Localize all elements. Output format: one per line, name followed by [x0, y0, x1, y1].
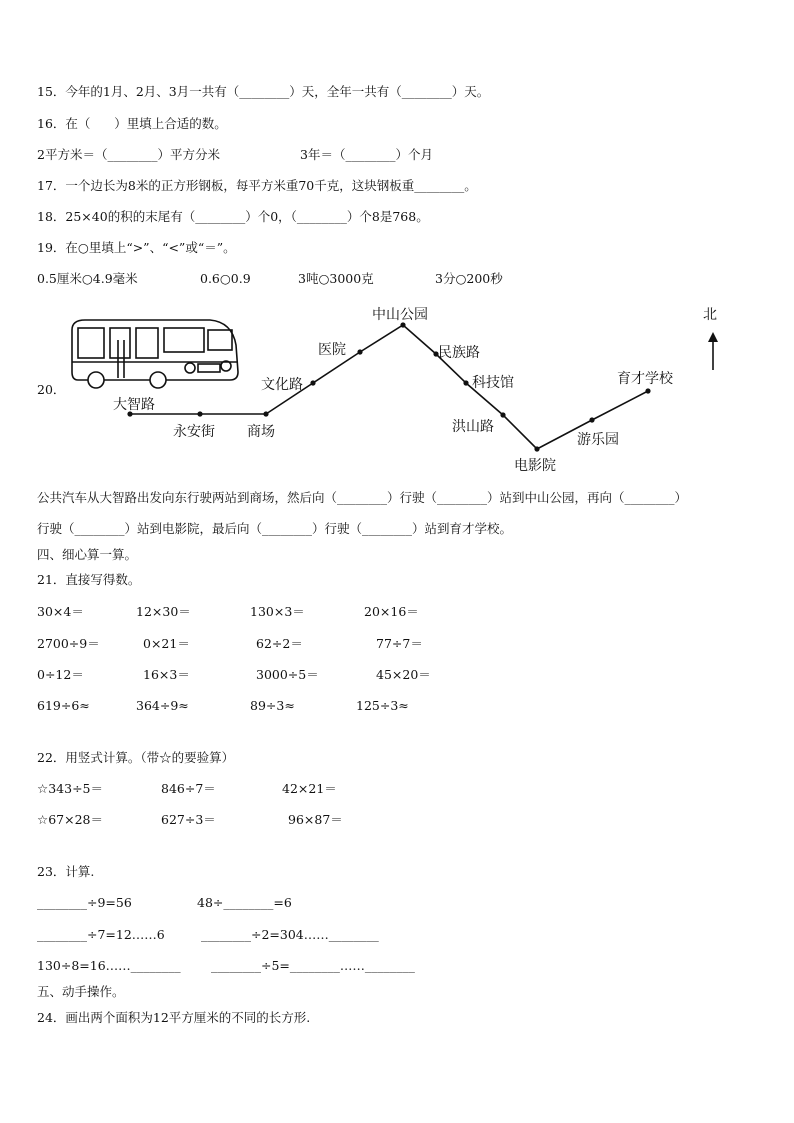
place-label: 民族路	[438, 345, 480, 361]
question-20-text-line-1: 公共汽车从大智路出发向东行驶两站到商场，然后向（________）行驶（________）站到中山公园，再向（________）	[37, 490, 688, 505]
calc-item: 42×21＝	[282, 781, 337, 796]
calc-item: 0÷12＝	[37, 667, 84, 682]
fill-item: ________÷2=304……________	[201, 927, 379, 942]
stop-shangchang	[263, 411, 268, 416]
question-24: 24．画出两个面积为12平方厘米的不同的长方形.	[37, 1010, 311, 1025]
question-23: 23．计算.	[37, 864, 95, 879]
calc-item: 16×3＝	[143, 667, 190, 682]
place-label: 大智路	[113, 397, 155, 413]
north-arrow-icon	[708, 332, 718, 370]
question-16: 16．在（ ）里填上合适的数。	[37, 116, 227, 131]
fill-item: ________÷5=________……________	[211, 958, 415, 973]
place-label: 游乐园	[577, 432, 619, 448]
stop-youleyuan	[589, 417, 594, 422]
place-label: 电影院	[514, 458, 556, 474]
calc-item: 125÷3≈	[356, 698, 409, 713]
bus-illustration	[72, 320, 238, 388]
calc-item: 96×87＝	[288, 812, 343, 827]
calc-item: 364÷9≈	[136, 698, 189, 713]
stop-kejiguan	[463, 380, 468, 385]
place-label: 育才学校	[617, 371, 673, 387]
calc-item: 89÷3≈	[250, 698, 295, 713]
question-20-text-line-2: 行驶（________）站到电影院，最后向（________）行驶（________）站到育才学校。	[37, 521, 513, 536]
place-label: 文化路	[261, 377, 303, 393]
stop-yonganjie	[197, 411, 202, 416]
calc-item: 77÷7＝	[376, 636, 423, 651]
question-17: 17．一个边长为8米的正方形钢板，每平方米重70千克，这块钢板重________。	[37, 178, 477, 193]
calc-item: 20×16＝	[364, 604, 419, 619]
calc-item: 2700÷9＝	[37, 636, 100, 651]
question-19-item: 3吨○3000克	[298, 271, 374, 286]
section-5-heading: 五、动手操作。	[37, 984, 125, 999]
calc-item: 0×21＝	[143, 636, 190, 651]
stop-yucai-school	[645, 388, 650, 393]
stop-dianyingyuan	[534, 446, 539, 451]
place-label: 中山公园	[372, 307, 428, 323]
question-20-number: 20．	[37, 382, 66, 397]
calc-item: 62÷2＝	[256, 636, 303, 651]
question-18: 18．25×40的积的末尾有（________）个0，（________）个8是768。	[37, 209, 429, 224]
fill-item: ________÷9=56	[37, 895, 132, 910]
section-4-heading: 四、细心算一算。	[37, 547, 138, 562]
calc-item: ☆343÷5＝	[37, 781, 103, 796]
calc-item: 45×20＝	[376, 667, 431, 682]
calc-item: 619÷6≈	[37, 698, 90, 713]
stop-wenhualu	[310, 380, 315, 385]
calc-item: 30×4＝	[37, 604, 84, 619]
question-21: 21．直接写得数。	[37, 572, 141, 587]
fill-item: ________÷7=12……6	[37, 927, 165, 942]
calc-item: 3000÷5＝	[256, 667, 319, 682]
question-19-item: 3分○200秒	[435, 271, 503, 286]
place-label: 科技馆	[472, 375, 514, 391]
place-label: 洪山路	[452, 419, 494, 435]
question-19-item: 0.5厘米○4.9毫米	[37, 271, 138, 286]
calc-item: 12×30＝	[136, 604, 191, 619]
fill-item: 130÷8=16……________	[37, 958, 181, 973]
calc-item: 846÷7＝	[161, 781, 216, 796]
question-19-item: 0.6○0.9	[200, 271, 251, 286]
place-label: 商场	[247, 424, 275, 440]
question-22: 22．用竖式计算。（带☆的要验算）	[37, 750, 235, 765]
question-16-part-b: 3年＝（________）个月	[300, 147, 433, 162]
place-label: 医院	[318, 342, 346, 358]
stop-yiyuan	[357, 349, 362, 354]
fill-item: 48÷________=6	[197, 895, 292, 910]
question-16-part-a: 2平方米＝（________）平方分米	[37, 147, 220, 162]
calc-item: 130×3＝	[250, 604, 305, 619]
place-label: 永安街	[173, 424, 215, 440]
calc-item: ☆67×28＝	[37, 812, 103, 827]
calc-item: 627÷3＝	[161, 812, 216, 827]
question-15: 15．今年的1月、2月、3月一共有（________）天，全年一共有（________）天。	[37, 84, 490, 99]
stop-hongshanlu	[500, 412, 505, 417]
north-label: 北	[703, 307, 717, 323]
question-19: 19．在○里填上“>”、“<”或“＝”。	[37, 240, 236, 255]
